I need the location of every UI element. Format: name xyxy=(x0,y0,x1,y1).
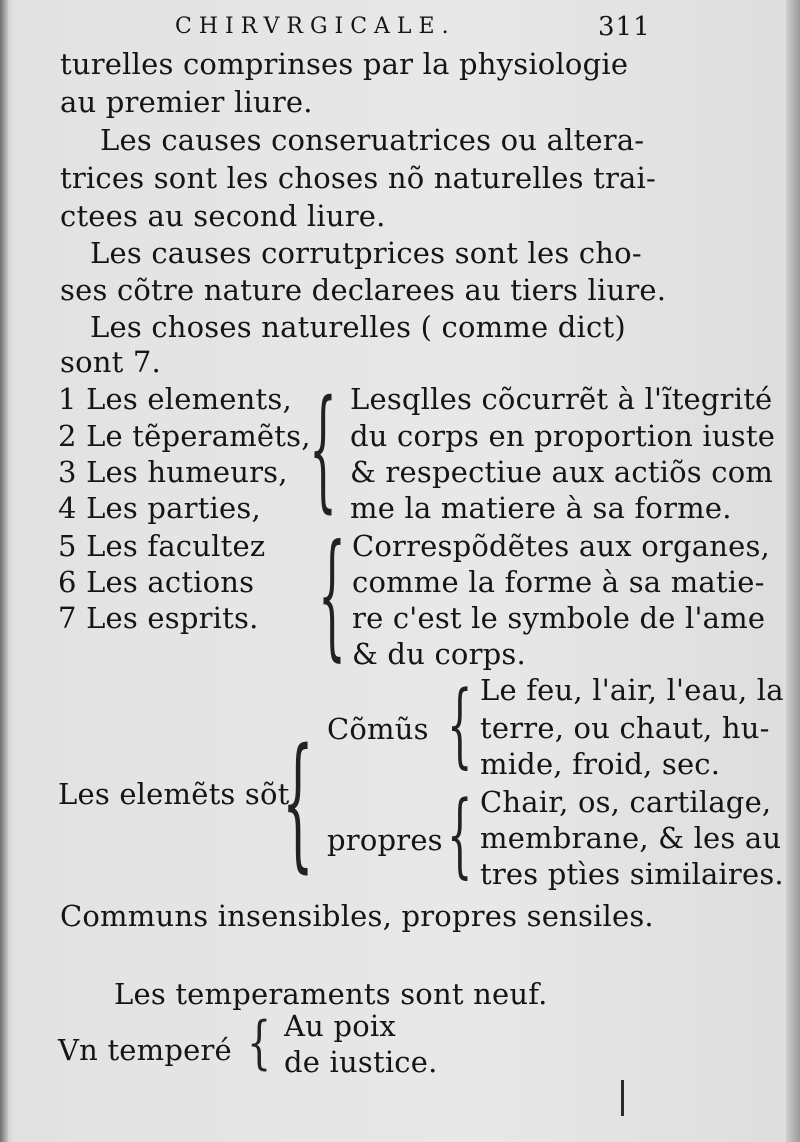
natural-item: 1 Les elements, xyxy=(58,382,292,416)
curly-brace-icon: { xyxy=(247,1009,272,1076)
note-line: du corps en proportion iuste xyxy=(350,419,776,453)
natural-item: 3 Les humeurs, xyxy=(58,455,288,489)
proper-line: Chair, os, cartilage, xyxy=(480,785,772,819)
text-line: ses cõtre nature declarees au tiers liure. xyxy=(60,273,667,307)
natural-item: 7 Les esprits. xyxy=(58,601,259,635)
text-line: sont 7. xyxy=(60,345,161,379)
natural-item: 2 Le tẽperamẽts, xyxy=(58,419,311,453)
note-line: me la matiere à sa forme. xyxy=(350,491,732,525)
page-gutter-shadow xyxy=(0,0,8,1142)
temperament-line: Au poix xyxy=(284,1009,396,1043)
text-line: Les choses naturelles ( comme dict) xyxy=(90,310,626,344)
note-line: re c'est le symbole de l'ame xyxy=(352,601,766,635)
natural-item: 6 Les actions xyxy=(58,565,255,599)
common-line: Le feu, l'air, l'eau, la xyxy=(480,673,784,707)
note-line: Lesqlles cõcurrẽt à l'ĩtegrité xyxy=(350,382,773,416)
proper-label: propres xyxy=(327,823,443,857)
curly-brace-icon: { xyxy=(318,517,346,676)
closing-line: Communs insensibles, propres sensiles. xyxy=(60,899,654,933)
running-title: CHIRVRGICALE. xyxy=(175,14,456,39)
curly-brace-icon: { xyxy=(447,673,473,779)
text-line: Les causes corrutprices sont les cho- xyxy=(90,236,642,270)
common-line: terre, ou chaut, hu- xyxy=(480,711,770,745)
natural-item: 5 Les facultez xyxy=(58,529,266,563)
elements-label: Les elemẽts sõt xyxy=(58,777,290,811)
curly-brace-icon: { xyxy=(447,783,473,889)
temperament-line: de iustice. xyxy=(284,1045,438,1079)
note-line: comme la forme à sa matie- xyxy=(352,565,765,599)
text-line: Les causes conseruatrices ou altera- xyxy=(100,123,645,157)
natural-item: 4 Les parties, xyxy=(58,491,261,525)
proper-line: membrane, & les au xyxy=(480,821,782,855)
page-number: 311 xyxy=(598,12,651,42)
text-line: trices sont les choses nõ naturelles trai- xyxy=(60,161,657,195)
common-line: mide, froid, sec. xyxy=(480,747,721,781)
note-line: Correspõdẽtes aux organes, xyxy=(352,529,770,563)
printer-mark xyxy=(621,1080,624,1116)
text-line: au premier liure. xyxy=(60,85,313,119)
text-line: turelles comprinses par la physiologie xyxy=(60,47,629,81)
page-edge-shadow xyxy=(786,0,800,1142)
common-label: Cõmũs xyxy=(327,712,429,746)
curly-brace-icon: { xyxy=(282,718,314,887)
temperaments-heading: Les temperaments sont neuf. xyxy=(114,977,548,1011)
note-line: & du corps. xyxy=(352,637,526,671)
temperament-label: Vn temperé xyxy=(58,1033,232,1067)
curly-brace-icon: { xyxy=(309,374,337,527)
text-line: ctees au second liure. xyxy=(60,199,386,233)
note-line: & respectiue aux actiõs com xyxy=(350,455,774,489)
proper-line: tres ptìes similaires. xyxy=(480,857,784,891)
